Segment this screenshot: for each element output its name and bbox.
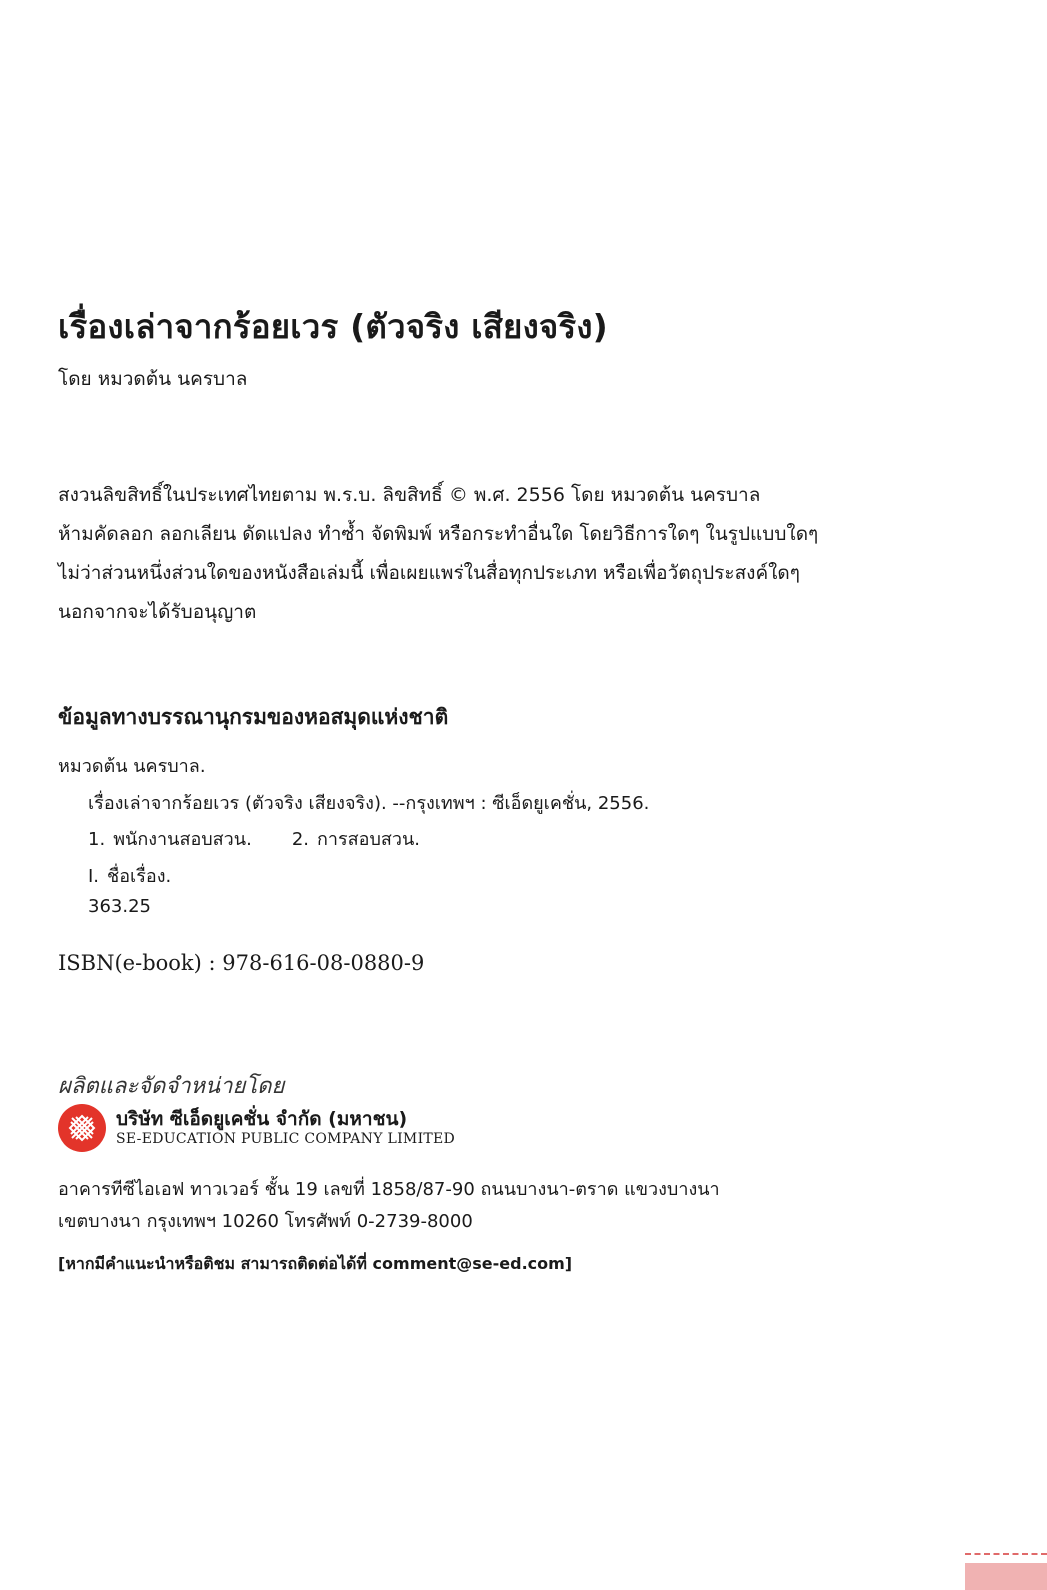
subject-text: การสอบสวน. — [317, 829, 421, 850]
isbn: ISBN(e-book) : 978-616-08-0880-9 — [58, 951, 425, 975]
subject-number: 2. — [291, 829, 309, 850]
catalog-heading: ข้อมูลทางบรรณานุกรมของหอสมุดแห่งชาติ — [58, 705, 449, 729]
title-entry-text: ชื่อเรื่อง. — [107, 866, 172, 887]
catalog-subjects — [88, 824, 420, 853]
catalog-author: หมวดต้น นครบาล. — [58, 756, 206, 777]
book-title: เรื่องเล่าจากร้อยเวร (ตัวจริง เสียงจริง) — [58, 307, 608, 346]
copyright-line: นอกจากจะได้รับอนุญาต — [58, 601, 257, 623]
catalog-class-number: 363.25 — [88, 896, 151, 917]
copyright-line: ไม่ว่าส่วนหนึ่งส่วนใดของหนังสือเล่มนี้ เพื่อเผยแพร่ในสื่อทุกประเภท หรือเพื่อวัตถุประสงค์ใดๆ — [58, 562, 800, 584]
address-line: อาคารทีซีไอเอฟ ทาวเวอร์ ชั้น 19 เลขที่ 1858/87-90 ถนนบางนา-ตราด แขวงบางนา — [58, 1179, 720, 1200]
subject-text: พนักงานสอบสวน. — [113, 829, 252, 850]
publisher-name-thai: บริษัท ซีเอ็ดยูเคชั่น จำกัด (มหาชน) — [116, 1108, 408, 1130]
publisher-logo-icon — [58, 1104, 106, 1152]
catalog-title-line: เรื่องเล่าจากร้อยเวร (ตัวจริง เสียงจริง). --กรุงเทพฯ : ซีเอ็ดยูเคชั่น, 2556. — [88, 793, 650, 814]
catalog-title-entry — [88, 861, 171, 890]
copyright-line: ห้ามคัดลอก ลอกเลียน ดัดแปลง ทำซ้ำ จัดพิมพ์ หรือกระทำอื่นใด โดยวิธีการใดๆ ในรูปแบบใดๆ — [58, 523, 819, 545]
publisher-address — [58, 1174, 720, 1238]
publisher-name-english: SE-EDUCATION PUBLIC COMPANY LIMITED — [116, 1131, 456, 1147]
copyright-line: สงวนลิขสิทธิ์ในประเทศไทยตาม พ.ร.บ. ลิขสิทธิ์ © พ.ศ. 2556 โดย หมวดต้น นครบาล — [58, 484, 761, 506]
corner-divider — [965, 1553, 1047, 1555]
copyright-notice — [58, 476, 818, 632]
corner-tab — [965, 1563, 1047, 1590]
subject-number: 1. — [88, 829, 106, 850]
book-byline: โดย หมวดต้น นครบาล — [58, 368, 248, 390]
contact-note: [หากมีคำแนะนำหรือติชม สามารถติดต่อได้ที่ comment@se-ed.com] — [58, 1254, 573, 1273]
produced-by-label: ผลิตและจัดจำหน่ายโดย — [58, 1074, 285, 1099]
address-line: เขตบางนา กรุงเทพฯ 10260 โทรศัพท์ 0-2739-8000 — [58, 1211, 473, 1232]
title-entry-number: I. — [88, 866, 100, 887]
